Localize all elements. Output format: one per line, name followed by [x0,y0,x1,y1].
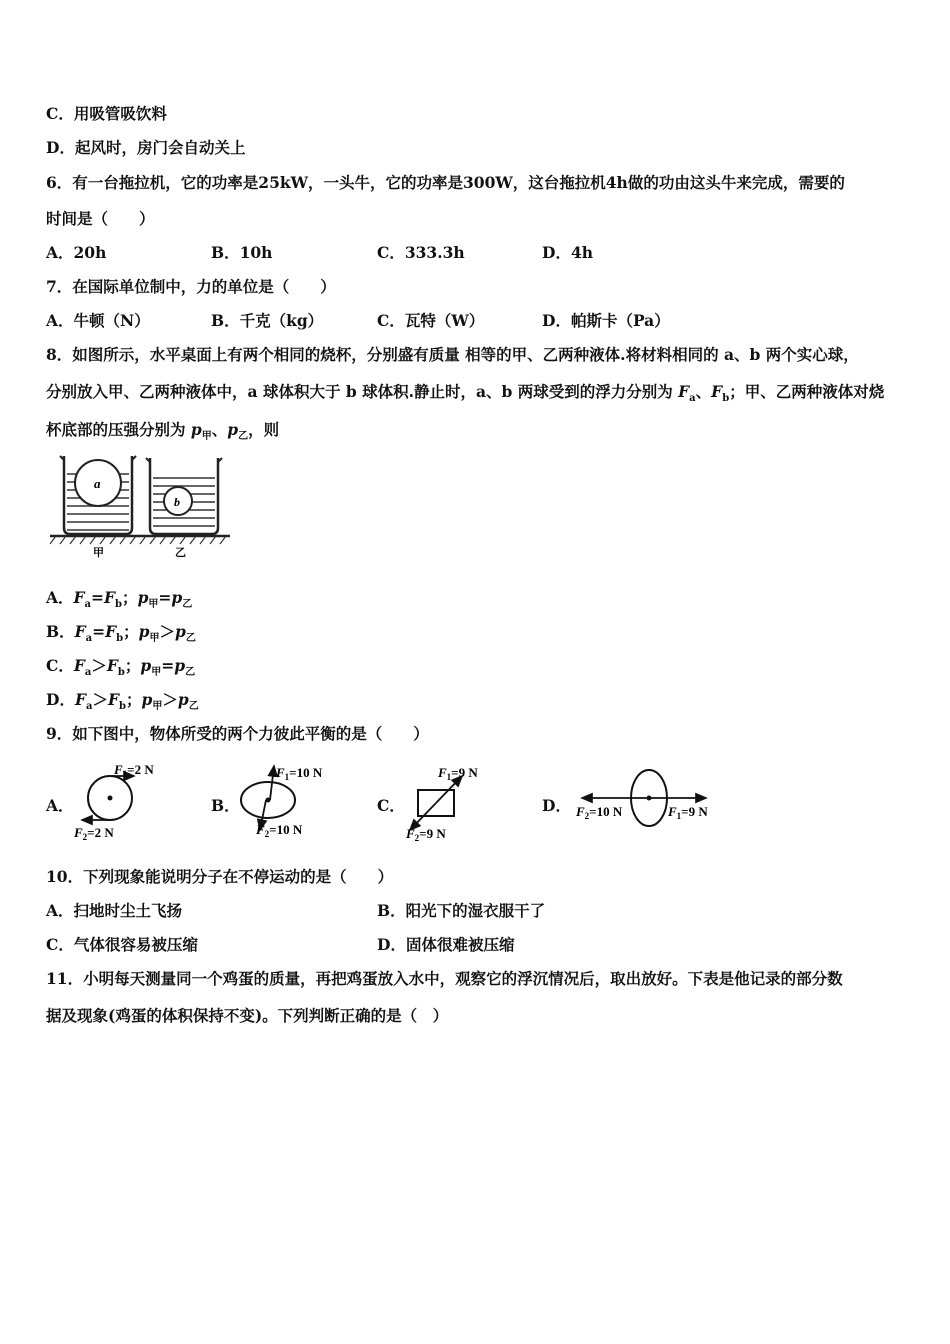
ball-a-label: a [94,476,101,491]
q9d-f2-label: $F_2=10$ N [576,804,623,821]
q8-option-d: D．$F_a>F_b$；$p_甲>p_乙$ [46,690,199,713]
q9-text: 9．如下图中，物体所受的两个力彼此平衡的是（ ） [46,724,429,743]
ball-b-label: b [174,495,180,509]
q9-option-c-letter: C． [377,796,405,815]
q6-option-a: A．20h [46,243,107,262]
q7-option-a: A．牛顿（N） [46,311,150,330]
q8-option-a: A．$F_a=F_b$；$p_甲=p_乙$ [46,588,193,611]
q7-option-c: C．瓦特（W） [377,311,485,330]
q6-option-b: B．10h [211,243,273,262]
q9c-f2-label: $F_2=9$ N [406,826,446,842]
label-jia: 甲 [93,547,104,559]
q8-text-line1: 8．如图所示，水平桌面上有两个相同的烧杯，分别盛有质量 相等的甲、乙两种液体.将材料相同的 a、b 两个实心球， [46,345,859,364]
q9-figure-c [400,760,500,842]
q11-text-line1: 11．小明每天测量同一个鸡蛋的质量，再把鸡蛋放入水中，观察它的浮沉情况后，取出放好。下表是他记录的部分数 [46,969,843,988]
q10-text: 10．下列现象能说明分子在不停运动的是（ ） [46,867,394,886]
q8-option-c: C．$F_a>F_b$；$p_甲=p_乙$ [46,656,196,679]
q8-text-line3: 杯底部的压强分别为 $p_甲$、$p_乙$，则 [46,420,280,443]
q6-option-d: D．4h [542,243,593,262]
q9a-f1-label: $F_1=2$ N [114,762,154,779]
q8-option-b: B．$F_a=F_b$；$p_甲>p_乙$ [46,622,196,645]
q11-text-line2: 据及现象(鸡蛋的体积保持不变)。下列判断正确的是（ ） [46,1006,449,1025]
q9b-f2-label: $F_2=10$ N [256,822,303,839]
q9-option-a-letter: A． [46,796,74,815]
label-yi: 乙 [175,547,186,559]
q9d-f1-label: $F_1=9$ N [668,804,708,821]
q8-text-line2: 分别放入甲、乙两种液体中，a 球体积大于 b 球体积.静止时，a、b 两球受到的浮力分别为 $F_a$、$F_b$；甲、乙两种液体对烧 [46,382,885,405]
q9a-center [108,796,113,801]
q6-text-line1: 6．有一台拖拉机，它的功率是25kW，一头牛，它的功率是300W，这台拖拉机4h做的功由这头牛来完成，需要的 [46,173,845,192]
q10-option-d: D．固体很难被压缩 [377,935,515,954]
q10-option-c: C．气体很容易被压缩 [46,935,198,954]
q9a-f2-label: $F_2=2$ N [74,825,114,842]
q9-option-d-letter: D． [542,796,571,815]
q7-text: 7．在国际单位制中，力的单位是（ ） [46,277,336,296]
option-d-previous: D．起风时，房门会自动关上 [46,138,246,157]
q6-text-line2: 时间是（ ） [46,209,155,228]
beaker-yi-lip [146,458,222,462]
q9-figure-d [570,760,730,842]
q9c-f1-label: $F_1=9$ N [438,765,478,782]
q9-option-b-letter: B． [211,796,240,815]
q9-figure-b [232,760,332,842]
q9-figure-a [70,760,170,842]
q9b-f1-label: $F_1=10$ N [276,765,323,782]
q10-option-a: A．扫地时尘土飞扬 [46,901,183,920]
q6-option-c: C．333.3h [377,243,465,262]
q10-option-b: B．阳光下的湿衣服干了 [377,901,546,920]
q7-option-b: B．千克（kg） [211,311,324,330]
option-c-previous: C．用吸管吸饮料 [46,104,167,123]
q7-option-d: D．帕斯卡（Pa） [542,311,670,330]
beakers-figure [44,452,240,560]
